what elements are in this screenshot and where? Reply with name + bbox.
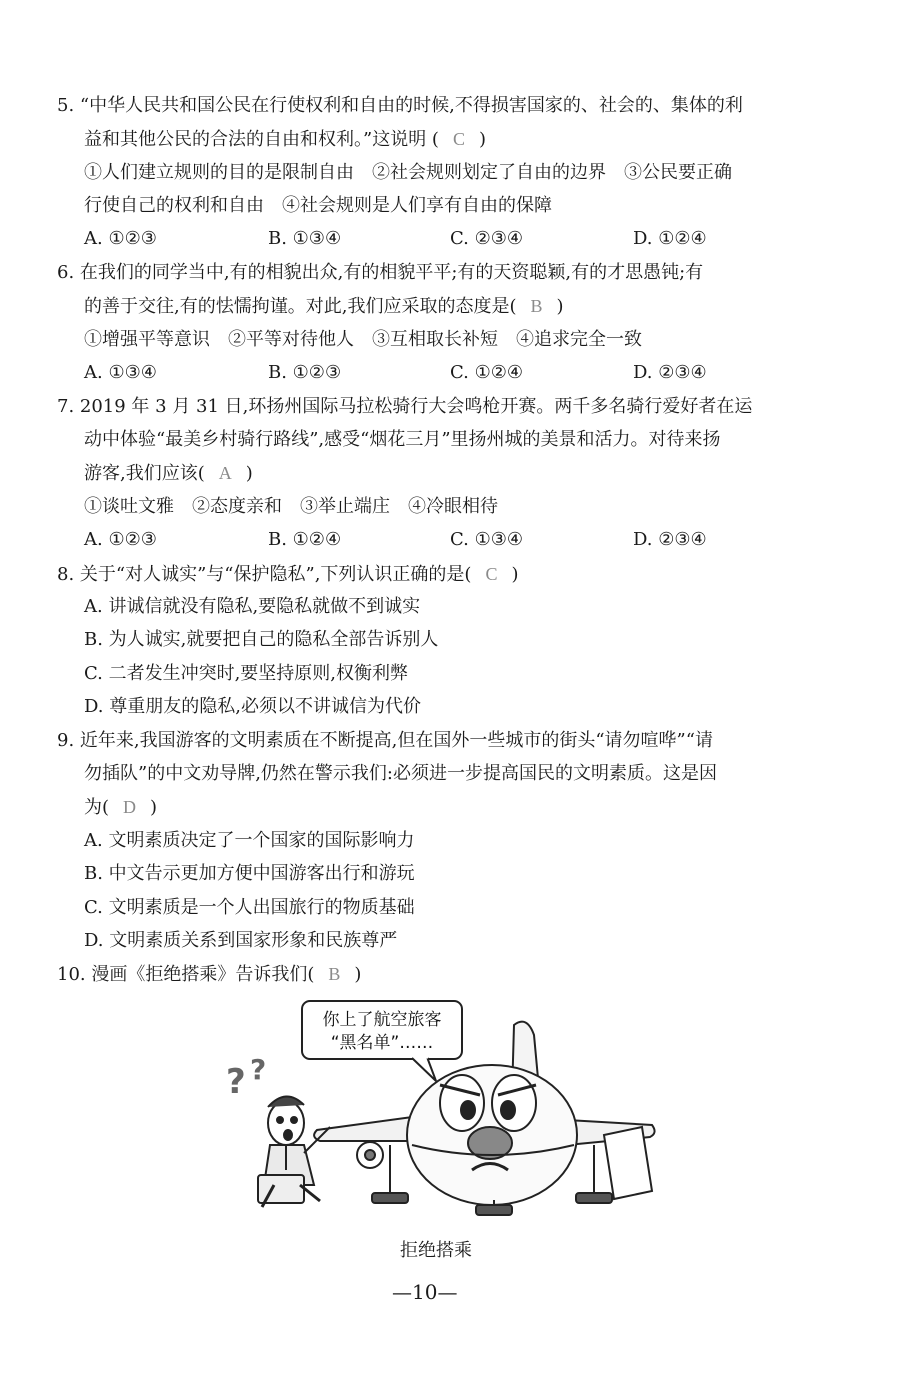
q5-option-d: D. ①②④ <box>633 228 707 249</box>
q5-bracket-close: ) <box>478 129 486 150</box>
q9-stem-line1: 9. 近年来,我国游客的文明素质在不断提高,但在国外一些城市的街头“请勿喧哗”“请 <box>57 730 713 751</box>
q9-answer: D <box>123 797 137 817</box>
q7-stem-line1: 7. 2019 年 3 月 31 日,环扬州国际马拉松骑行大会鸣枪开赛。两千多名骑行爱好者在运 <box>57 396 753 417</box>
q9-stem-line2: 勿插队”的中文劝导牌,仍然在警示我们:必须进一步提高国民的文明素质。这是因 <box>84 763 717 784</box>
page-number: —10— <box>392 1280 458 1304</box>
q9-bracket-close: ) <box>150 797 158 818</box>
q9-option-a: A. 文明素质决定了一个国家的国际影响力 <box>84 830 415 851</box>
q6-option-b: B. ①②③ <box>268 362 342 383</box>
q5-stem-line2 <box>84 127 486 152</box>
q9-stem-text: 为( <box>84 797 110 818</box>
q7-option-d: D. ②③④ <box>633 529 707 550</box>
q7-option-c: C. ①③④ <box>450 529 523 550</box>
q6-option-c: C. ①②④ <box>450 362 523 383</box>
q10-bracket-close: ) <box>354 964 362 985</box>
q7-stem-text: 游客,我们应该( <box>84 463 205 484</box>
q7-option-a: A. ①②③ <box>84 529 157 550</box>
q5-statements-line1: ①人们建立规则的目的是限制自由 ②社会规则划定了自由的边界 ③公民要正确 <box>84 162 732 183</box>
q5-option-a: A. ①②③ <box>84 228 157 249</box>
q8-answer: C <box>485 564 498 584</box>
q6-stem-line2 <box>84 294 564 319</box>
q8-option-c: C. 二者发生冲突时,要坚持原则,权衡利弊 <box>84 663 409 684</box>
q8-option-d: D. 尊重朋友的隐私,必须以不讲诚信为代价 <box>84 696 421 717</box>
q7-answer: A <box>218 463 232 483</box>
cartoon-caption: 拒绝搭乘 <box>400 1240 472 1261</box>
q7-stem-line3 <box>84 461 253 486</box>
q5-statements-line2: 行使自己的权利和自由 ④社会规则是人们享有自由的保障 <box>84 195 552 216</box>
speech-bubble <box>302 1001 462 1081</box>
question-mark-icon: ? <box>226 1062 246 1102</box>
q6-answer: B <box>530 296 543 316</box>
q5-stem-text: 益和其他公民的合法的自由和权利。”这说明 ( <box>84 129 439 150</box>
q5-answer: C <box>452 129 465 149</box>
q8-stem-line1 <box>57 562 519 587</box>
q6-stem-text: 的善于交往,有的怯懦拘谨。对此,我们应采取的态度是( <box>84 296 517 317</box>
q8-bracket-close: ) <box>511 564 519 585</box>
q5-option-c: C. ②③④ <box>450 228 523 249</box>
bubble-text-line2: “黑名单”…… <box>330 1033 434 1053</box>
q8-stem-text: 8. 关于“对人诚实”与“保护隐私”,下列认识正确的是( <box>57 564 472 585</box>
q9-option-c: C. 文明素质是一个人出国旅行的物质基础 <box>84 897 415 918</box>
q7-statements-line1: ①谈吐文雅 ②态度亲和 ③举止端庄 ④冷眼相待 <box>84 496 498 517</box>
q5-stem-line1: 5. “中华人民共和国公民在行使权利和自由的时候,不得损害国家的、社会的、集体的利 <box>57 95 743 116</box>
q7-option-b: B. ①②④ <box>268 529 342 550</box>
cartoon-refuse-boarding <box>222 995 662 1220</box>
q6-option-a: A. ①③④ <box>84 362 157 383</box>
q6-option-d: D. ②③④ <box>633 362 707 383</box>
bubble-text-line1: 你上了航空旅客 <box>322 1010 442 1030</box>
q9-stem-line3 <box>84 795 157 820</box>
q7-stem-line2: 动中体验“最美乡村骑行路线”,感受“烟花三月”里扬州城的美景和活力。对待来扬 <box>84 429 721 450</box>
q6-bracket-close: ) <box>556 296 564 317</box>
question-mark-icon: ? <box>250 1053 267 1086</box>
q10-answer: B <box>328 964 341 984</box>
q6-statements-line1: ①增强平等意识 ②平等对待他人 ③互相取长补短 ④追求完全一致 <box>84 329 642 350</box>
man-character <box>226 1053 330 1207</box>
q10-stem-line1 <box>57 962 361 987</box>
q7-bracket-close: ) <box>245 463 253 484</box>
q9-option-b: B. 中文告示更加方便中国游客出行和游玩 <box>84 863 415 884</box>
q9-option-d: D. 文明素质关系到国家形象和民族尊严 <box>84 930 398 951</box>
q8-option-b: B. 为人诚实,就要把自己的隐私全部告诉别人 <box>84 629 439 650</box>
q5-option-b: B. ①③④ <box>268 228 342 249</box>
q6-stem-line1: 6. 在我们的同学当中,有的相貌出众,有的相貌平平;有的天资聪颖,有的才思愚钝;有 <box>57 262 704 283</box>
q8-option-a: A. 讲诚信就没有隐私,要隐私就做不到诚实 <box>84 596 421 617</box>
q10-stem-text: 10. 漫画《拒绝搭乘》告诉我们( <box>57 964 315 985</box>
